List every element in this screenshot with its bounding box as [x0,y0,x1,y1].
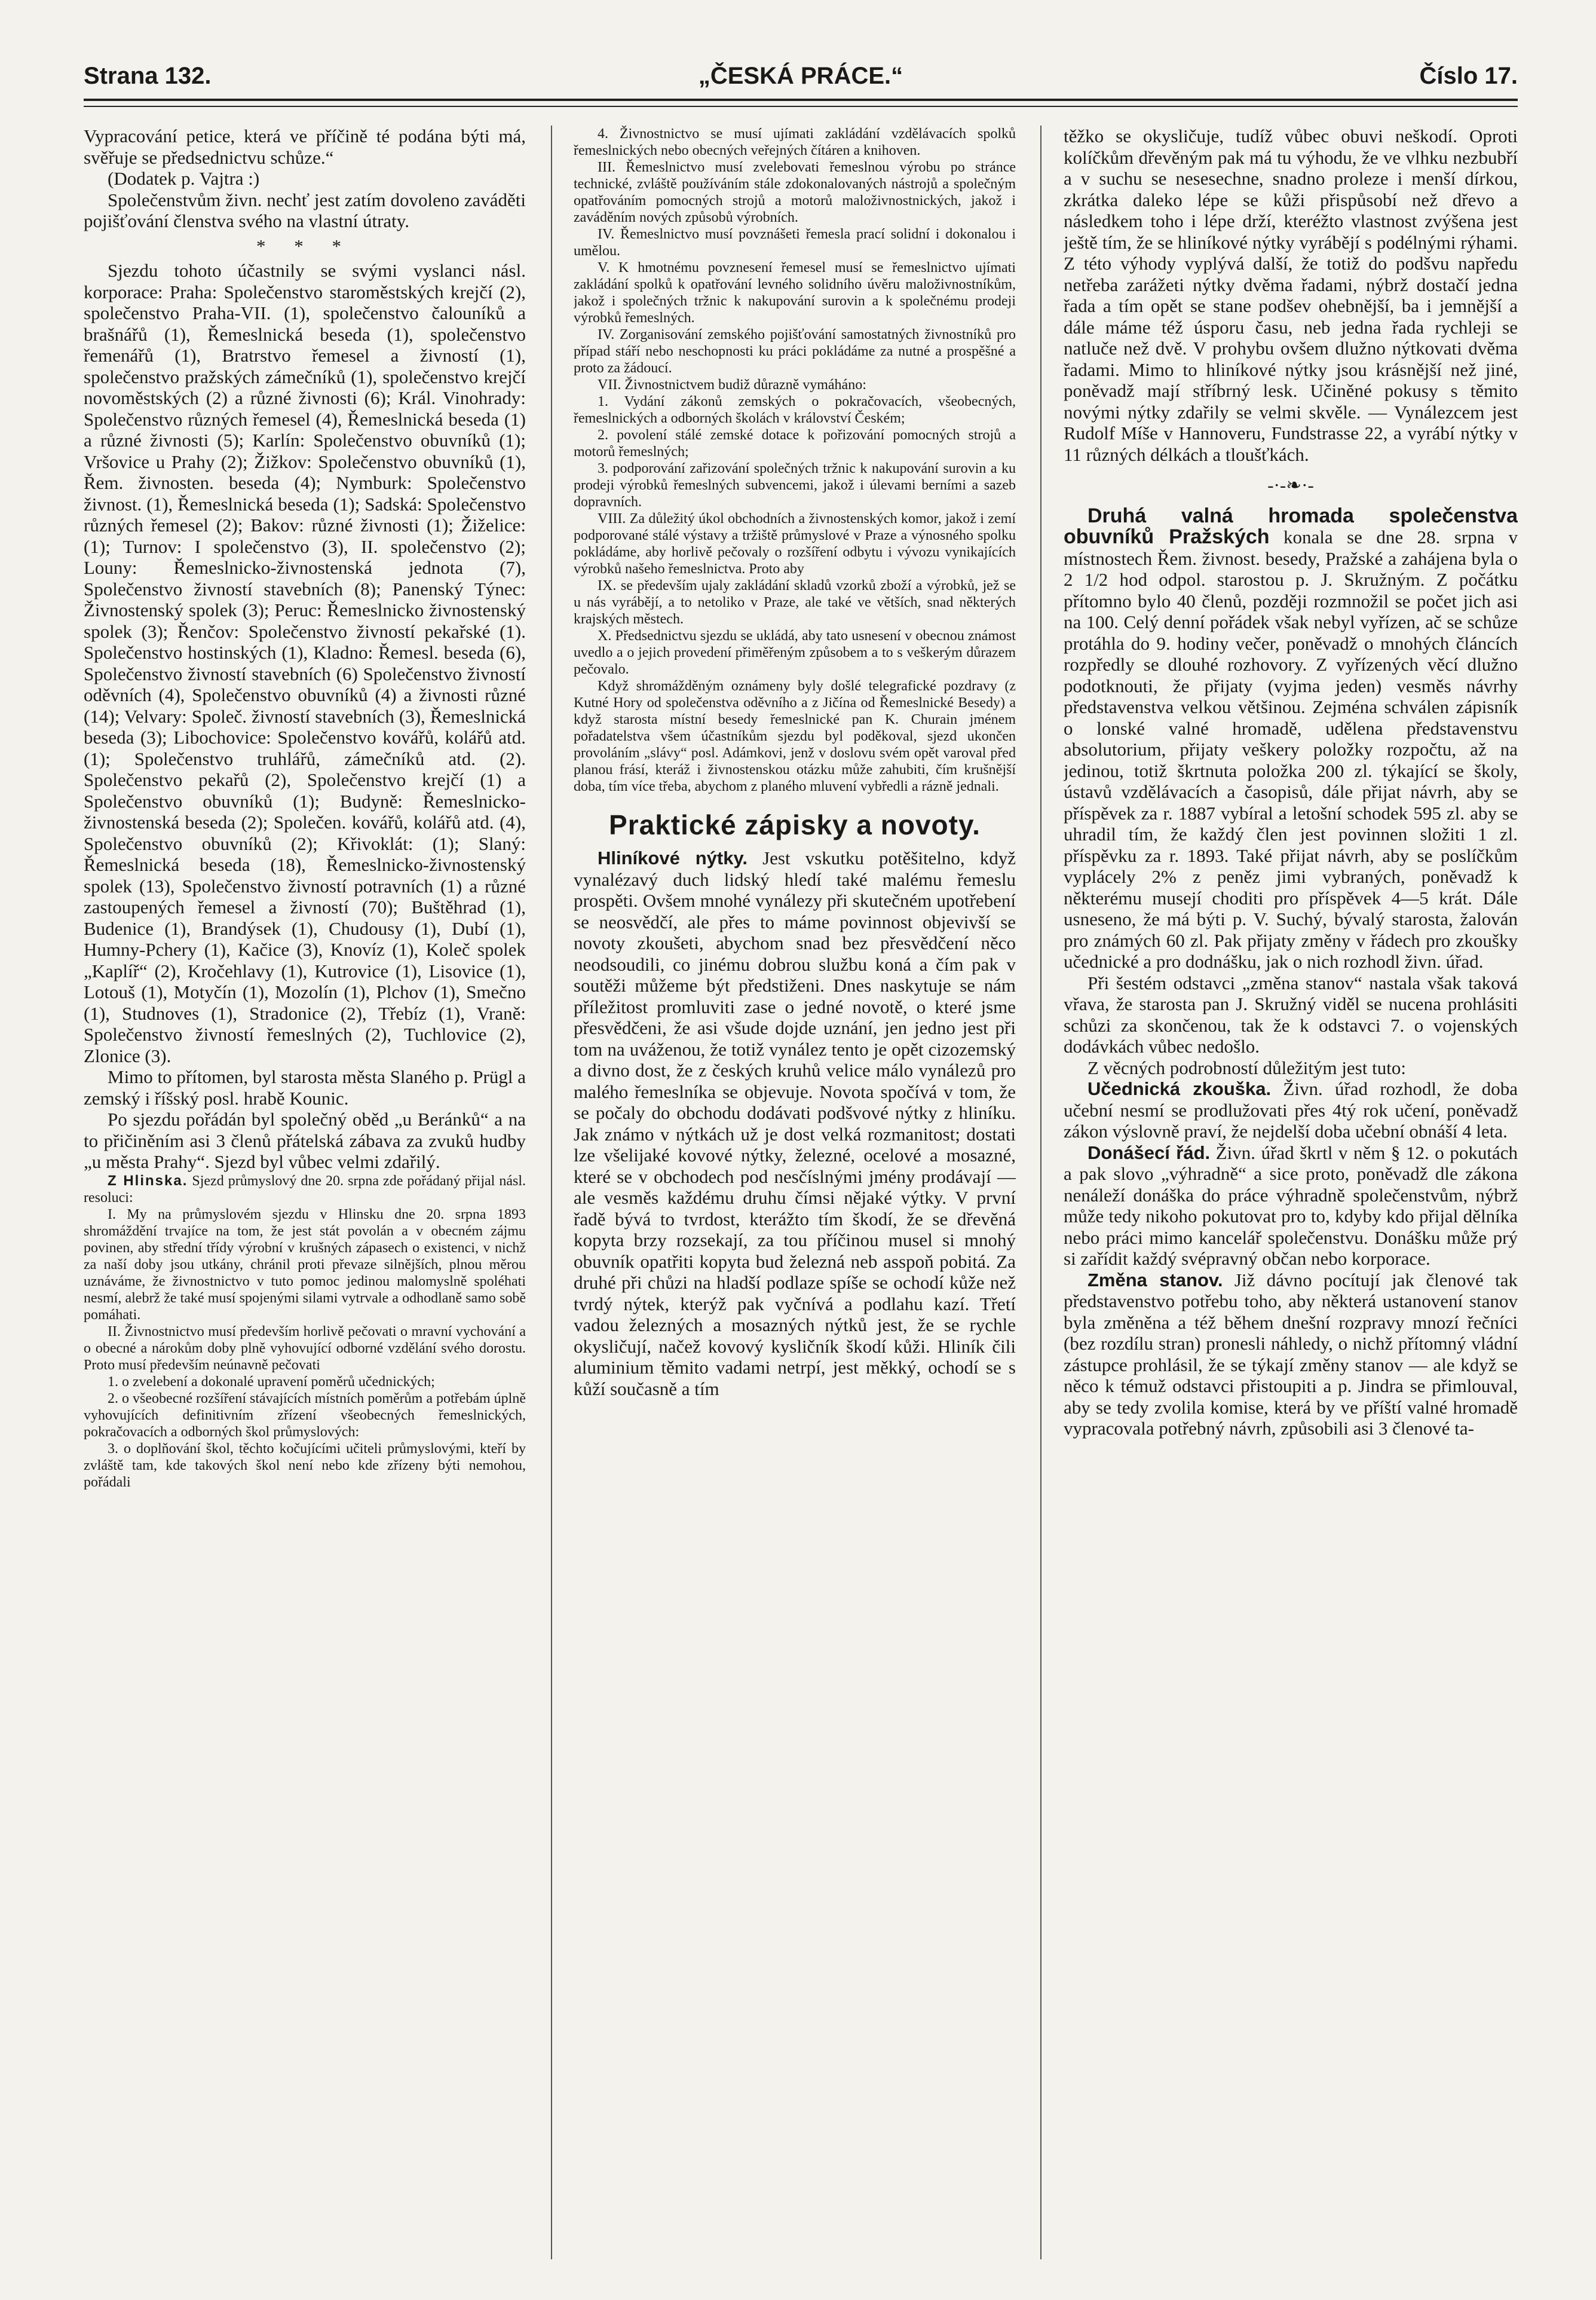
subsection-text: Živn. úřad rozhodl, že doba učební nesmí se prodlužovati přes 4tý rok učení, poněvadž zákon výslovně praví, že nejdelší doba učební obnáší 4 leta. [1064,1078,1518,1142]
journal-title: „ČESKÁ PRÁCE.“ [698,63,903,89]
resolution-subitem: 2. o všeobecné rozšíření stávajících místních poměrům a potřebám úplně vyhovujících definitivním zřízení všeobecných řemeslnických, pokračovacích a odborných škol průmyslových: [84,1390,526,1440]
column-divider-2 [1040,126,1041,2259]
subsection [1064,1078,1518,1142]
resolution-subitem: 1. Vydání zákonů zemských o pokračovacích, všeobecných, řemeslnických a odborných školách v království Českém; [574,394,1016,426]
paragraph: Při šestém odstavci „změna stanov“ nastala však taková vřava, že starosta pan J. Skružný viděl se nucena prohlásiti schůzi za skončenou, tak že k odstavci 7. o vojenských dodávkách vůbec nedošlo. [1064,972,1518,1057]
column-3 [1064,126,1518,2277]
resolution-subitem: 3. o doplňování škol, těchto kočujícími učiteli průmyslovými, kteří by zvláště tam, kde takových škol není nebo kde zřízeny býti nemohou, pořádali [84,1440,526,1490]
subsection-text: Již dávno pocítují jak členové tak představenstvo potřebu toho, aby některá ustanovení stanov byla změněna a též během dnešní rozpravy mnozí řečníci (bez rozdílu stran) pronesli náhledy, o nichž přítomný vládní zástupce prohlásil, že se týkají změny stanov — ale když se něco k témuž odstavci přistoupiti a p. Jindra se přimlouval, aby se tedy zvolila komise, která by ve příští valné hromadě vypracovala potřebný návrh, způsobili asi 3 členové ta- [1064,1269,1518,1439]
resolution-subitem: 2. povolení stálé zemské dotace k pořizování pomocných strojů a motorů řemeslných; [574,427,1016,460]
resolution-subitem: 3. podporování zařizování společných tržnic k nakupování surovin a ku prodeji výrobků řemeslných subvencemi, jakož i úlevami berními a sazeb dopravních. [574,461,1016,510]
article-text: Jest vskutku potěšitelno, když vynalézavý duch lidský hledí také malému řemeslu prospěti. Ovšem mnohé vynálezy při skutečném upotřebení se neosvědčí, ale přes to máme povinnost objevivší se novoty zkoušeti, abychom snad bez přesvědčení něco neodsoudili, co jinému dobrou službu koná a čím pak v soutěži můžeme být předstiženi. Dnes naskytuje se nám příležitost promluviti zase o jedné novotě, o které jsme přesvědčeni, že asi všude dojde uznání, jen jedno jest při tom na uváženou, že totiž vynález tento je opět cizozemský a divno dost, že z českých kruhů velice málo vynálezů pro malého řemeslníka se objevuje. Novota spočívá v tom, že se počaly do obchodu dodávati podšvové nýtky z hliníku. Jak známo v nýtkách už je dost velká rozmanitost; dostati lze všelijaké kovové nýtky, železné, ocelové a mosazné, které se v obchodech pod nesčíslnými jmény prodávají — ale vesměs každému druhu čímsi nějaké výtky. V první řadě bývá to tvrdost, kterážto tím škodí, že se dřevěná kopyta brzy rozsekají, za tou příčinou musel si mnohý obuvník opatřiti kopyta bud železná neb asspoň pobitá. Za druhé při chůzi na hladší podlaze spíše se ochodí kůže než tvrdý nýtek, kterýž pak vyčnívá a podlahu kazí. Třetí vadou železných a mosazných nýtků jest, že se rychle okysličují, načež kovový kysličník škodí kůži. Hliník čili aluminium těmito vadami netrpí, jest měkký, ochodí se s kůží současně a tím [574,848,1016,1399]
section-separator: * * * [256,235,353,256]
paragraph: Společenstvům živn. nechť jest zatím dovoleno zaváděti pojišťování členstva svého na vlastní útraty. [84,189,526,231]
report-lead: Sjezd průmyslový dne 20. srpna zde pořádaný přijal násl. resoluci: [84,1173,526,1206]
report-heading: Z Hlinska. [108,1172,188,1189]
ornament-divider: -·-❧·- [1267,475,1314,496]
subsection [1064,1142,1518,1270]
resolution-item: V. K hmotnému povznesení řemesel musí se řemeslnictvo ujímati zakládání spolků k opatřování levného solidního úvěru maloživnostníkům, jakož i společných tržnic k nakupování surovin a k společnému prodeji výrobků řemeslných. [574,260,1016,326]
paragraph: Sjezdu tohoto účastnily se svými vyslanci násl. korporace: Praha: Společenstvo staroměstských krejčí (2), společenstvo Praha-VII. (1), společenstvo čalouníků a brašnářů (1), Řemeslnická beseda (1), společenstvo řemenářů (1), Bratrstvo řemesel a živností (1), společenstvo pražských zámečníků (1), společenstvo krejčí novoměstských (2) a různé živnosti (6); Král. Vinohrady: Společenstvo různých řemesel (4), Řemeslnická beseda (1) a různé živnosti (5); Karlín: Společenstvo obuvníků (1); Vršovice u Prahy (2); Žižkov: Společenstvo obuvníků (1), Řem. živnosten. beseda (4); Nymburk: Společenstvo živnost. (1), Řemeslnická beseda (1); Sadská: Společenstvo různých řemesel (2); Bakov: různé živnosti (1); Žiželice: (1); Turnov: I společenstvo (3), II. společenstvo (2); Louny: Řemeslnicko-živnostenská jednota (7), Společenstvo živností stavebních (8); Panenský Týnec: Živnostenský spolek (3); Peruc: Řemeslnicko živnostenský spolek (3); Řenčov: Společenstvo živností pekařské (1). Společenstvo hostinských (1), Kladno: Řemesl. beseda (6), Společenstvo živností stavebních (6) Společenstvo živností oděvních (4), Společenstvo obuvníků (4) a živnosti různé (14); Velvary: Společ. živností stavebních (3), Řemeslnická beseda (3); Libochovice: Společenstvo kovářů, kolářů atd. (1); Společenstvo truhlářů, zámečníků atd. (2). Společenstvo pekařů (2), Společenstvo krejčí (1) a Společenstvo obuvníků (1); Budyně: Řemeslnicko-živnostenská beseda (2); Společen. kovářů, kolářů atd. (4), Společenstvo obuvníků (2); Křivoklát: (1); Slaný: Řemeslnická beseda (18), Řemeslnicko-živnostenský spolek (13), Společenstvo živností potravních (1) a různé zastoupených řemesel a živností (70); Buštěhrad (1), Budenice (1), Brandýsek (1), Chudousy (1), Dubí (1), Humny-Pchery (1), Kačice (3), Knovíz (1), Koleč spolek „Kaplíř“ (2), Kročehlavy (1), Kutrovice (1), Lisovice (1), Lotouš (1), Motyčín (1), Mozolín (1), Plchov (1), Smečno (1), Studnoves (1), Stradonice (2), Třebíz (1), Vraně: Společenstvo živností řemeslných (2), Tuchlovice (2), Zlonice (3). [84,260,526,1066]
resolution-subitem: 1. o zvelebení a dokonalé upravení poměrů učednických; [108,1374,435,1390]
page-header [84,63,1518,99]
header-rule [84,99,1518,107]
page-number: Strana 132. [84,63,212,89]
paragraph: těžko se okysličuje, tudíž vůbec obuvi neškodí. Oproti kolíčkům dřevěným pak má tu výhodu, že ve vlhku nezbubří a v suchu se nesesechne, snadno proleze i menší dírkou, zkrátka daleko lépe se kůži přispůsobí než dřevo a následkem toho i lépe drží, kteréžto vlastnost zvýšena jest ještě tím, že se hliníkové nýtky vyrábějí s podélnými rýhami. Z této výhody vyplývá další, že totiž do podšvu napředu netřeba zarážeti nýtky dvěma řadami, nýbrž dostačí jedna řada a tím opět se stane podšev ohebnější, ba i jemnější a dále máme též úsporu času, neb jedna řada rychleji se natluče než dvě. V prohybu ovšem dlužno nýtkovati dvěma řadami. Mimo to hliníkové nýtky jsou krásnější než jiné, poněvadž mají stříbrný lesk. Učiněné pokusy s těmito novými nýtky zdařily se velmi skvěle. — Vynálezcem jest Rudolf Míše v Hannoveru, Fundstrasse 22, a vyrábí nýtky v 11 různých délkách a tloušťkách. [1064,126,1518,465]
subsection-heading: Učednická zkouška. [1088,1078,1272,1099]
article-paragraph [574,848,1016,1399]
paragraph: Vypracování petice, která ve příčině té podána býti má, svěřuje se předsednictvu schůze.“ [84,126,526,168]
article-text: konala se dne 28. srpna v místnostech Řem. živnost. besedy, Pražské a zahájena byla o 2 1/2 hod odpol. starostou p. J. Skružným. Z počátku přítomno bylo 40 členů, později rozmnožil se počet jich asi na 100. Celý denní pořádek však nebyl vyřízen, ač se schůze protáhla do 9. hodiny večer, poněvadž o mnohých článcích rozpředly se dlouhé rozhovory. Z vyřízených věcí dlužno podotknouti, že přijaty (vyjma jeden) vesměs návrhy představenstva velkou většinou. Zejména schválen zápisník o lonské valné hromadě, udělena představenstvu absolutorium, přijaty veškery položky rozpočtu, až na jedinou, totiž škrtnuta položka 200 zl. týkající se školy, ústavů vzdělávacích a časopisů, dále přijat návrh, aby se příspěvek za r. 1887 vybíral a letošní schodek 595 zl. aby se uhradil tím, že každý člen jest povinnen složiti 1 zl. příspěvku za r. 1893. Také přijat návrh, aby se poslíčkům vyplácely 2% z peněz jimi vybraných, poněvadž k některému musejí choditi pro příspěvek 4—5 krát. Dále usneseno, že má býti p. V. Suchý, bývalý starosta, žalován pro známých 60 zl. Pak přijaty změny v řádech pro zkoušky učednické a pro dodnášku, jak o nich rozhodl živn. úřad. [1064,527,1518,972]
subsection-heading: Změna stanov. [1088,1269,1223,1290]
resolution-item: X. Předsednictvu sjezdu se ukládá, aby tato usnesení v obecnou známost uvedlo a o jejich provedení přiměřeným způsobem a to s veškerým důrazem pečovalo. [574,628,1016,677]
article-heading: Hliníkové nýtky. [598,848,748,868]
paragraph: Po sjezdu pořádán byl společný oběd „u Beránků“ a na to přičiněním asi 3 členů přátelská zábava za zvuků hudby „u města Prahy“. Sjezd byl vůbec velmi zdařilý. [84,1109,526,1172]
subsection [1064,1270,1518,1439]
subsection-heading: Donášecí řád. [1088,1142,1211,1163]
resolution-item: IV. Zorganisování zemského pojišťování samostatných živnostníků pro případ stáří nebo neschopnosti ku práci pokládáme za nutné a prospěšné a proto za žádoucí. [574,327,1016,376]
paragraph: Mimo to přítomen, byl starosta města Slaného p. Prügl a zemský i říšský posl. hrabě Kounic. [84,1066,526,1109]
paragraph: Z věcných podrobností důležitým jest tuto: [1088,1057,1406,1078]
article-paragraph [1064,506,1518,972]
resolution-item: VIII. Za důležitý úkol obchodních a živnostenských komor, jakož i zemí podporované stálé výstavy a tržiště průmyslové v Praze a výnosného spolku pokládáme, aby horlivě pečovaly o rozšíření odbytu i vývozu vynikajících výrobků našeho řemeslnictva. Proto aby [574,511,1016,577]
resolution-item: VII. Živnostnictvem budiž důrazně vymáháno: [598,377,866,393]
resolution-item: IV. Řemeslnictvo musí povznášeti řemesla prací solidní i dokonalou i umělou. [574,227,1016,259]
issue-number: Číslo 17. [1419,63,1518,89]
resolution-item: III. Řemeslnictvo musí zvelebovati řemeslnou výrobu po stránce technické, zvláště používáním stále zdokonalovaných nástrojů a společným opatřováním pomocných strojů a motorů maloživnostnických, jakož i zaváděním nových způsobů výrobních. [574,160,1016,225]
report-paragraph [84,1173,526,1206]
column-1 [84,126,526,2277]
resolution-item: I. My na průmyslovém sjezdu v Hlinsku dne 20. srpna 1893 shromáždění trvajíce na tom, že jest stát povolán a v obecném zájmu povinen, aby střední třídy výrobní v krušných zápasech o existenci, v nichž za naší doby jsou utkány, chránil proti převaze silnějších, plnou měrou uznáváme, že živnostnictvo v tuto pomoc jedinou malomyslně spoléhati nesmí, alebrž že také musí spojenými silami vytrvale a odhodlaně samo sobě pomáhati. [84,1206,526,1323]
column-2 [574,126,1016,2277]
subsection-text: Živn. úřad škrtl v něm § 12. o pokutách a pak slovo „výhradně“ a sice proto, poněvadž dle zákona nenáleží donáška do práce výhradně společenstvům, nýbrž může tedy nikoho pokutovat pro to, kdyby kdo přijal dělníka nebo práci mimo kancelář společenstvu. Donášku může prý si zařídit každý svépravný občan nebo korporace. [1064,1142,1518,1269]
section-title: Praktické zápisky a novoty. [609,809,981,840]
closing-paragraph: Když shromážděným oznámeny byly došlé telegrafické pozdravy (z Kutné Hory od společenstva oděvního a z Jičína od Řemeslnické Besedy) a když starosta místní besedy řemeslnické pan K. Churain jménem pořadatelstva všem účastníkům sjezdu byl poděkoval, sjezd ukončen provoláním „slávy“ posl. Adámkovi, jenž v doslovu svém opět varoval před planou frásí, kteráž i živnostenskou otázku může zahubiti, čím krušnější doba, tím více třeba, abychom z planého mluvení vybředli a rázně jednali. [574,678,1016,794]
column-divider-1 [551,126,552,2259]
article-heading: Druhá valná hromada společenstva obuvníků Pražských [1064,504,1518,548]
resolution-subitem: 4. Živnostnictvo se musí ujímati zakládání vzdělávacích spolků řemeslnických nebo obecných veřejných čítáren a knihoven. [574,126,1016,158]
resolution-item: IX. se především ujaly zakládání skladů vzorků zboží a výrobků, jež se u nás vyrábějí, a to netoliko v Praze, ale také ve větších, snad některých krajských městech. [574,578,1016,627]
resolution-item: II. Živnostnictvo musí především horlivě pečovati o mravní vychování a o obecné a nárokům doby plně vyhovující odborné vzdělání svého dorostu. Proto musí především neúnavně pečovati [84,1323,526,1373]
paragraph: (Dodatek p. Vajtra :) [108,168,260,189]
